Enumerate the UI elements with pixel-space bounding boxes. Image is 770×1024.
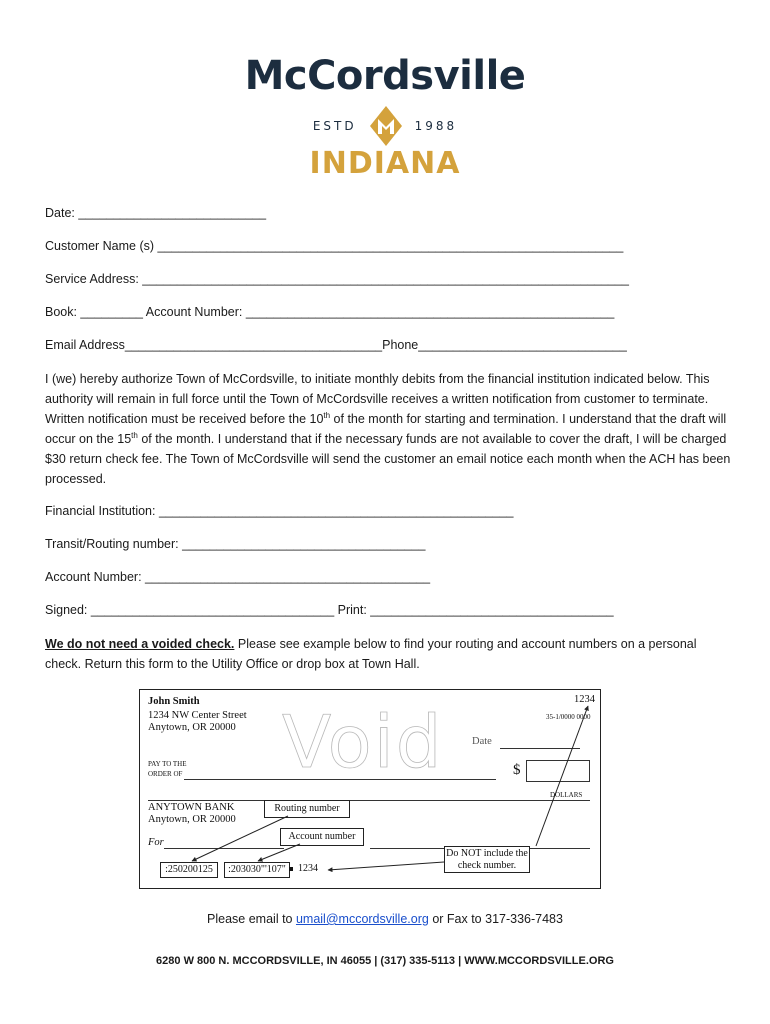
logo-estd-label: ESTD — [312, 119, 357, 133]
check-number: 1234 — [574, 694, 595, 705]
authorization-text-1: I (we) hereby authorize Town of McCordsville, to initiate monthly debits from the financial institution indicated below. This authority will remain in full force until the Town of McCordsville receives a written notification from customer to terminate. Written notification must be received before the 10 — [45, 372, 710, 426]
check-pay-to-label-1: PAY TO THE — [148, 760, 187, 768]
check-bank-name: ANYTOWN BANK — [148, 802, 235, 813]
instructions-text: Please see example below to find your routing and account numbers on a personal check. Return this form to the Utility Office or drop box at Town Hall. — [45, 637, 697, 671]
utility-email-link[interactable]: umail@mccordsville.org — [295, 912, 429, 926]
logo-town-name: McCordsville — [244, 53, 526, 99]
micr-routing-number: :250200125 — [160, 862, 218, 878]
micr-check-number: 1234 — [298, 863, 318, 874]
service-address-field[interactable]: Service Address: ______________________________________________________________________ — [45, 272, 629, 286]
check-callout-arrows — [140, 690, 602, 890]
account-number-field[interactable]: Account Number: _________________________________________ — [45, 570, 431, 584]
check-holder-name: John Smith — [148, 696, 200, 707]
check-dollar-sign: $ — [513, 762, 521, 778]
logo-state-name: INDIANA — [309, 146, 461, 181]
logo-estd-year: 1988 — [414, 119, 458, 133]
email-prefix: Please email to — [207, 912, 296, 926]
logo-emblem-icon — [369, 105, 403, 147]
town-address-footer: 6280 W 800 N. MCCORDSVILLE, IN 46055 | (317) 335-5113 | WWW.MCCORDSVILLE.ORG — [156, 955, 614, 967]
routing-number-field[interactable]: Transit/Routing number: ___________________________________ — [45, 537, 426, 551]
book-account-field[interactable]: Book: _________ Account Number: _____________________________________________________ — [45, 305, 615, 319]
check-pay-to-label-2: ORDER OF — [148, 770, 183, 778]
town-logo — [0, 52, 770, 182]
check-fraction-code: 35-1/0000 0000 — [546, 713, 591, 721]
date-field[interactable]: Date: ___________________________ — [45, 206, 267, 220]
check-bank-city: Anytown, OR 20000 — [148, 814, 236, 825]
no-voided-check-note: We do not need a voided check. — [45, 637, 235, 651]
email-fax-line — [0, 912, 770, 926]
routing-number-callout: Routing number — [264, 800, 350, 818]
logo-estd-row — [0, 104, 770, 148]
account-number-callout: Account number — [280, 828, 364, 846]
superscript-th-2: th — [131, 430, 138, 440]
superscript-th-1: th — [323, 410, 331, 420]
check-dollars-label: DOLLARS — [550, 791, 583, 799]
sample-check-image — [139, 689, 601, 889]
fax-text: or Fax to 317-336-7483 — [428, 912, 563, 926]
check-date-label: Date — [472, 736, 492, 747]
check-void-watermark: Void — [282, 700, 444, 784]
check-address-line1: 1234 NW Center Street — [148, 710, 247, 721]
signed-print-field[interactable]: Signed: ___________________________________ Print: ___________________________________ — [45, 603, 614, 617]
do-not-include-callout: Do NOT include the check number. — [444, 846, 530, 873]
financial-institution-field[interactable]: Financial Institution: ___________________________________________________ — [45, 504, 514, 518]
customer-name-field[interactable]: Customer Name (s) ___________________________________________________________________ — [45, 239, 624, 253]
check-address-line2: Anytown, OR 20000 — [148, 722, 236, 733]
authorization-text-3: of the month. I understand that if the necessary funds are not available to cover the draft, I will be charged $30 return check fee. The Town of McCordsville will send the customer an email notice each month when the ACH has been processed. — [45, 432, 731, 486]
check-for-label: For — [148, 837, 164, 848]
email-phone-field[interactable]: Email Address_____________________________________Phone______________________________ — [45, 338, 627, 352]
micr-account-number: :203030"'107" — [224, 862, 290, 878]
instructions-paragraph — [45, 634, 735, 674]
authorization-paragraph — [45, 369, 735, 489]
authorization-text-2: of the month for starting and termination. I understand that the draft will occur on the 15 — [45, 412, 727, 446]
